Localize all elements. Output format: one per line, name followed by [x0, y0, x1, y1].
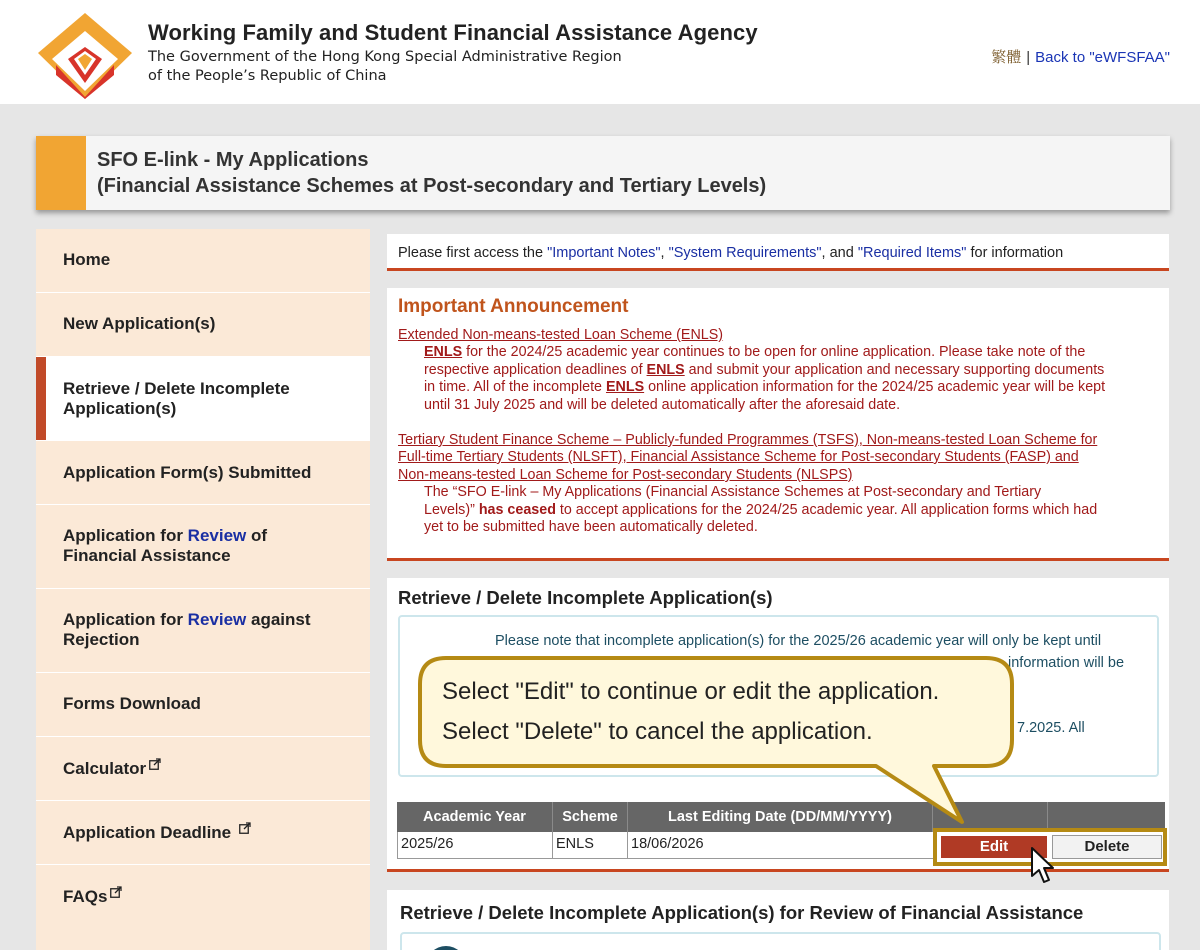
sidebar-item-label: Application Form(s) Submitted — [63, 463, 312, 482]
agency-name: Working Family and Student Financial Assistance Agency — [148, 20, 758, 45]
info-text: 7.2025. All — [1017, 720, 1085, 736]
enls-abbr: ENLS — [424, 344, 463, 360]
sidebar-item-label: Application for — [63, 526, 188, 545]
announcement-text: respective application deadlines of — [424, 362, 647, 378]
sidebar-item-label-line2: Financial Assistance — [63, 546, 231, 565]
notice-text: Please first access the — [398, 245, 548, 261]
sidebar-item-label: Calculator — [63, 759, 147, 778]
notice-text: for information — [966, 245, 1064, 261]
government-line-2: of the People’s Republic of China — [148, 68, 387, 84]
cell-last-editing-date: 18/06/2026 — [627, 832, 933, 859]
announcement-text: to accept applications for the 2024/25 academic year. All application forms which had — [555, 502, 1098, 518]
sidebar-item-label: Application for — [63, 610, 188, 629]
delete-button[interactable]: Delete — [1052, 835, 1162, 859]
callout-line-2: Select "Delete" to cancel the application. — [442, 718, 873, 745]
system-requirements-link[interactable]: "System Requirements" — [668, 245, 822, 261]
announcement-text: yet to be submitted have been automatically deleted. — [424, 519, 758, 535]
announcement-text: for the 2024/25 academic year continues to be open for online application. Please take note of the — [462, 344, 1086, 360]
callout-line-1: Select "Edit" to continue or edit the application. — [442, 678, 940, 705]
enls-abbr: ENLS — [605, 379, 645, 395]
edit-button[interactable]: Edit — [941, 836, 1047, 858]
announcement-text: in time. All of the incomplete — [424, 379, 606, 395]
sidebar-item-label-highlight: Review — [187, 610, 247, 629]
sidebar-item-label-line2: Application(s) — [63, 399, 177, 418]
government-line-1: The Government of the Hong Kong Special Administrative Region — [148, 49, 622, 65]
ceased-emphasis: has ceased — [478, 502, 556, 518]
column-header-scheme: Scheme — [553, 802, 628, 832]
announcement-text: Levels)” — [424, 502, 479, 518]
sidebar-item-label-end: against — [246, 610, 311, 629]
mouse-pointer-icon — [1030, 846, 1054, 886]
cell-scheme: ENLS — [552, 832, 628, 859]
section-title: Retrieve / Delete Incomplete Application(s) — [398, 587, 773, 608]
sidebar-item-label: Forms Download — [63, 694, 201, 713]
language-link[interactable]: 繁體 — [991, 49, 1022, 66]
column-header-academic-year: Academic Year — [397, 802, 553, 832]
sidebar-item-label: FAQs — [63, 887, 108, 906]
sidebar-item-label: New Application(s) — [63, 314, 216, 333]
column-header-last-editing-date: Last Editing Date (DD/MM/YYYY) — [628, 802, 933, 832]
sidebar-item-label: Application Deadline — [63, 823, 232, 842]
sidebar-item-label: Retrieve / Delete Incomplete — [63, 379, 290, 398]
info-text: Please note that incomplete application(s) for the 2025/26 academic year will only be kept until — [495, 633, 1102, 649]
enls-heading-link[interactable]: Extended Non-means-tested Loan Scheme (ENLS) — [398, 327, 724, 343]
enls-abbr: ENLS — [646, 362, 685, 378]
announcement-text: until 31 July 2025 and will be deleted automatically after the aforesaid date. — [424, 397, 901, 413]
info-text: information will be — [1008, 655, 1125, 671]
notice-text: , — [660, 245, 669, 261]
tsfs-heading-link[interactable]: Non-means-tested Loan Scheme for Post-secondary Students (NLSPS) — [398, 467, 853, 483]
required-items-link[interactable]: "Required Items" — [857, 245, 967, 261]
cell-academic-year: 2025/26 — [397, 832, 553, 859]
sidebar-item-label-end: of — [246, 526, 268, 545]
announcement-text: The “SFO E-link – My Applications (Financial Assistance Schemes at Post-secondary and Tertiary — [424, 484, 1042, 500]
section-title: Retrieve / Delete Incomplete Application(s) for Review of Financial Assistance — [400, 902, 1084, 923]
announcement-text: and submit your application and necessary supporting documents — [684, 362, 1105, 378]
notice-text: , and — [821, 245, 858, 261]
tsfs-heading-link[interactable]: Full-time Tertiary Students (NLSFT), Financial Assistance Scheme for Post-secondary Students (FASP) and — [398, 449, 1079, 465]
announcement-text: online application information for the 2024/25 academic year will be kept — [644, 379, 1106, 395]
tsfs-heading-link[interactable]: Tertiary Student Finance Scheme – Publicly-funded Programmes (TSFS), Non-means-tested Loan Scheme for — [398, 432, 1098, 448]
sidebar-item-label: Home — [63, 250, 111, 269]
sidebar-item-label-line2: Rejection — [63, 630, 140, 649]
back-to-ewfsfaa-link[interactable]: Back to "eWFSFAA" — [1035, 49, 1170, 66]
link-separator: | — [1026, 49, 1031, 66]
sidebar-item-label-highlight: Review — [187, 526, 247, 545]
page-title: SFO E-link - My Applications — [97, 149, 369, 171]
page-subtitle: (Financial Assistance Schemes at Post-secondary and Tertiary Levels) — [97, 175, 767, 197]
announcement-title: Important Announcement — [398, 296, 629, 317]
important-notes-link[interactable]: "Important Notes" — [547, 245, 661, 261]
